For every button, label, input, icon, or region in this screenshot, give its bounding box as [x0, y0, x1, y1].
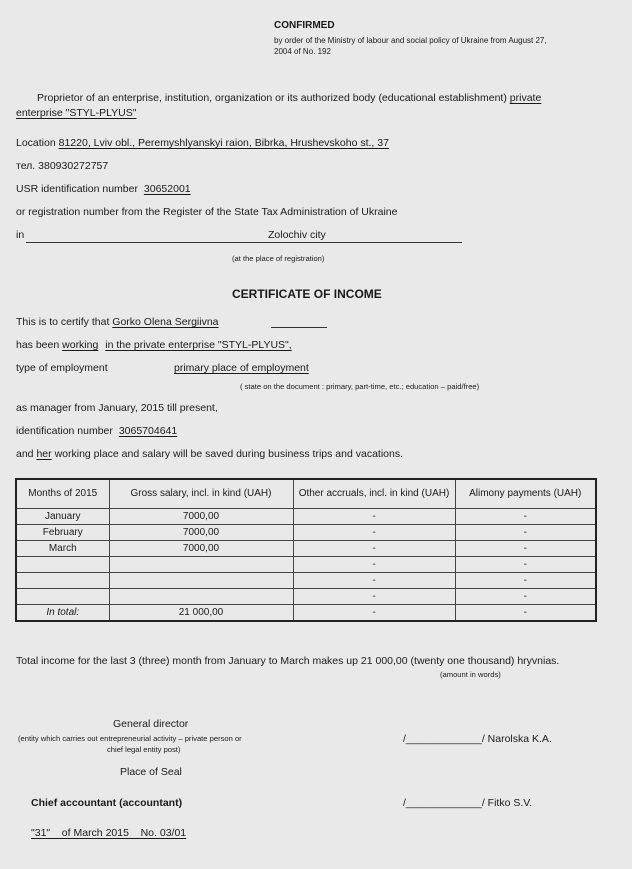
registration-note: (at the place of registration)	[232, 254, 325, 263]
table-cell	[16, 557, 109, 573]
employment-note: ( state on the document : primary, part-time, etc.; education – paid/free)	[240, 382, 480, 391]
header-months: Months of 2015	[16, 479, 109, 509]
proprietor-value: private	[509, 92, 542, 104]
total-alimony: -	[455, 605, 596, 622]
table-cell	[16, 573, 109, 589]
table-header-row	[16, 479, 596, 509]
accountant-signature: /_____________/ Fitko S.V.	[403, 797, 533, 809]
phone-line: тел. 380930272757	[16, 160, 109, 172]
usr-label: USR identification number	[16, 183, 138, 195]
table-cell: 7000,00	[109, 509, 293, 525]
registration-text: or registration number from the Register of the State Tax Administration of Ukraine	[16, 206, 398, 218]
saved-her: her	[36, 448, 52, 460]
certify-label: This is to certify that	[16, 316, 110, 328]
proprietor-text: Proprietor of an enterprise, institution, organization or its authorized body (educational establishment)	[37, 92, 507, 104]
location-line	[16, 137, 389, 149]
table-row	[16, 589, 596, 605]
saved-post: working place and salary will be saved during business trips and vacations.	[54, 448, 404, 460]
table-row	[16, 525, 596, 541]
place-of-seal: Place of Seal	[120, 766, 182, 778]
table-cell: -	[455, 509, 596, 525]
table-cell: -	[455, 573, 596, 589]
document-date: "31" of March 2015 No. 03/01	[31, 827, 187, 839]
usr-value: 30652001	[143, 183, 191, 195]
employment-value: primary place of employment	[174, 362, 309, 374]
table-cell: February	[16, 525, 109, 541]
table-cell: -	[293, 557, 455, 573]
order-reference-line1: by order of the Ministry of labour and social policy of Ukraine from August 27,	[274, 36, 547, 45]
table-cell: -	[455, 589, 596, 605]
table-cell	[16, 589, 109, 605]
usr-line	[16, 183, 191, 195]
proprietor-line1	[37, 92, 541, 104]
table-cell: January	[16, 509, 109, 525]
registration-in-value: Zolochiv city	[268, 229, 326, 241]
certify-line	[16, 316, 219, 328]
saved-pre: and	[16, 448, 34, 460]
certify-blank-line	[271, 327, 327, 328]
table-cell: 7000,00	[109, 525, 293, 541]
location-label: Location	[16, 137, 56, 149]
order-reference-line2: 2004 of No. 192	[274, 47, 331, 56]
table-cell	[109, 589, 293, 605]
id-line	[16, 425, 177, 437]
table-cell: 7000,00	[109, 541, 293, 557]
table-row	[16, 573, 596, 589]
director-note-line1: (entity which carries out entrepreneurial activity – private person or	[18, 734, 242, 743]
registration-in-line	[26, 242, 462, 243]
employment-label: type of employment	[16, 362, 108, 374]
table-row	[16, 557, 596, 573]
certificate-title: CERTIFICATE OF INCOME	[232, 287, 382, 301]
working-place: in the private enterprise "STYL-PLYUS",	[105, 339, 292, 351]
id-label: identification number	[16, 425, 113, 437]
saved-line	[16, 448, 403, 460]
total-gross: 21 000,00	[109, 605, 293, 622]
table-cell: -	[293, 589, 455, 605]
total-income-text: Total income for the last 3 (three) month from January to March makes up 21 000,00 (twenty one thousand) hryvnias.	[16, 655, 560, 667]
working-line	[16, 339, 292, 351]
total-other: -	[293, 605, 455, 622]
director-note-line2: chief legal entity post)	[107, 745, 181, 754]
header-other: Other accruals, incl. in kind (UAH)	[293, 479, 455, 509]
table-cell: -	[455, 541, 596, 557]
header-alimony: Alimony payments (UAH)	[455, 479, 596, 509]
table-cell: -	[293, 509, 455, 525]
confirmed-heading: CONFIRMED	[274, 20, 335, 31]
working-value: working	[62, 339, 99, 351]
director-title: General director	[113, 718, 189, 730]
working-label: has been	[16, 339, 60, 351]
table-total-row	[16, 605, 596, 622]
table-cell: -	[293, 525, 455, 541]
table-cell: -	[455, 557, 596, 573]
table-cell: March	[16, 541, 109, 557]
employee-name: Gorko Olena Sergiivna	[112, 316, 219, 328]
total-income-note: (amount in words)	[440, 670, 501, 679]
table-cell	[109, 573, 293, 589]
proprietor-line2: enterprise "STYL-PLYUS"	[16, 107, 137, 119]
header-gross: Gross salary, incl. in kind (UAH)	[109, 479, 293, 509]
table-cell: -	[293, 541, 455, 557]
accountant-title: Chief accountant (accountant)	[31, 797, 183, 809]
director-signature: /_____________/ Narolska K.A.	[403, 733, 552, 745]
table-cell	[109, 557, 293, 573]
total-label: In total:	[16, 605, 109, 622]
registration-in-label: in	[16, 229, 25, 241]
table-cell: -	[293, 573, 455, 589]
income-table	[15, 478, 597, 622]
table-cell: -	[455, 525, 596, 541]
id-value: 3065704641	[118, 425, 178, 437]
position-line: as manager from January, 2015 till present,	[16, 402, 218, 414]
table-row	[16, 509, 596, 525]
table-row	[16, 541, 596, 557]
location-value: 81220, Lviv obl., Peremyshlyanskyi raion, Bibrka, Hrushevskoho st., 37	[58, 137, 389, 149]
